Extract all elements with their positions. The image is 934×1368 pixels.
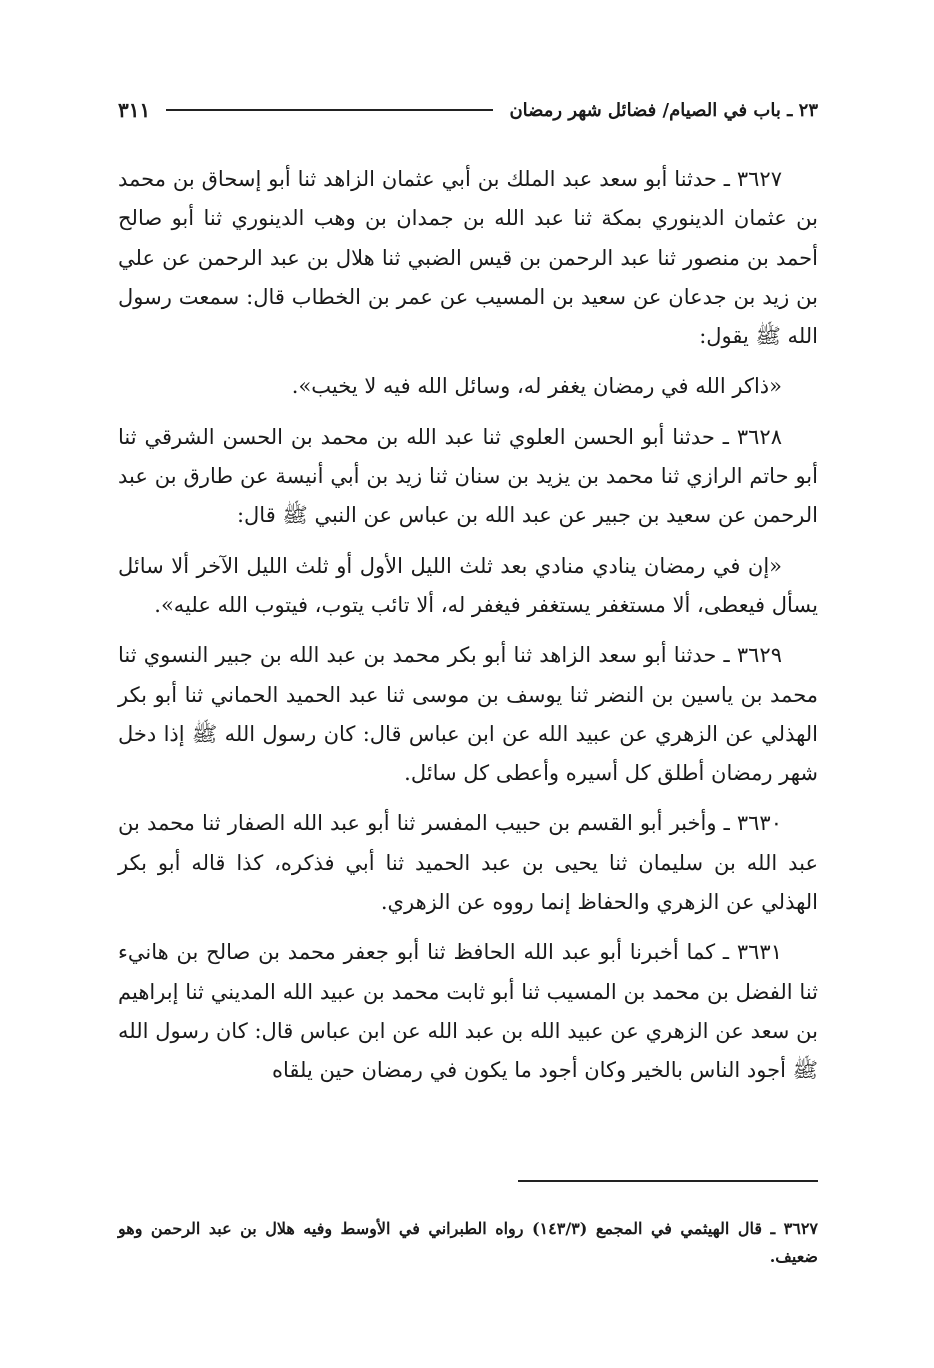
hadith-3628-matn: «إن في رمضان ينادي منادي بعد ثلث الليل الأول أو ثلث الليل الآخر ألا سائل يسأل فيعطى، ألا مستغفر يستغفر فيغفر له، ألا تائب يتوب، فيتوب الله عليه». xyxy=(118,553,818,617)
hadith-3628-isnad: ٣٦٢٨ ـ حدثنا أبو الحسن العلوي ثنا عبد الله بن محمد بن الحسن الشرقي ثنا أبو حاتم الرازي ثنا محمد بن يزيد بن سنان ثنا زيد بن أبي أنيسة عن طارق بن عبد الرحمن عن سعيد بن جبير عن عبد الله بن عباس عن النبي ﷺ قال: xyxy=(118,424,818,528)
hadith-3627-isnad: ٣٦٢٧ ـ حدثنا أبو سعد عبد الملك بن أبي عثمان الزاهد ثنا أبو إسحاق بن محمد بن عثمان الدينوري بمكة ثنا عبد الله بن جمدان بن وهب الدينوري ثنا أبو صالح أحمد بن منصور ثنا عبد الرحمن بن قيس الضبي ثنا هلال بن عبد الرحمن عن علي بن زيد بن جدعان عن سعيد بن المسيب عن عمر بن الخطاب قال: سمعت رسول الله ﷺ يقول: xyxy=(118,167,818,349)
footnote-divider xyxy=(518,1180,818,1182)
chapter-title: ٢٣ ـ باب في الصيام/ فضائل شهر رمضان xyxy=(509,99,818,121)
hadith-3631: ٣٦٣١ ـ كما أخبرنا أبو عبد الله الحافظ ثنا أبو جعفر محمد بن صالح بن هانيء ثنا الفضل بن محمد بن المسيب ثنا أبو ثابت محمد بن عبيد الله المديني ثنا إبراهيم بن سعد عن الزهري عن عبيد الله بن عبد الله عن ابن عباس قال: كان رسول الله ﷺ أجود الناس بالخير وكان أجود ما يكون في رمضان حين يلقاه xyxy=(118,940,818,1083)
running-header xyxy=(118,90,818,130)
header-rule xyxy=(166,109,493,111)
hadith-3627-matn: «ذاكر الله في رمضان يغفر له، وسائل الله فيه لا يخيب». xyxy=(291,374,782,399)
hadith-3630: ٣٦٣٠ ـ وأخبر أبو القسم بن حبيب المفسر ثنا أبو عبد الله الصفار ثنا محمد بن عبد الله بن سليمان ثنا يحيى بن عبد الحميد ثنا أبي فذكره، كذا قاله أبو بكر الهذلي عن الزهري والحفاظ إنما رووه عن الزهري. xyxy=(118,811,818,915)
main-text xyxy=(118,160,818,1091)
book-page xyxy=(118,90,818,1330)
page-number: ٣١١ xyxy=(118,98,151,122)
hadith-3629: ٣٦٢٩ ـ حدثنا أبو سعد الزاهد ثنا أبو بكر محمد بن عبد الله بن جبير النسوي ثنا محمد بن ياسين بن النضر ثنا يوسف بن موسى ثنا عبد الحميد الحماني ثنا أبو بكر الهذلي عن الزهري عن عبيد الله عن ابن عباس قال: كان رسول الله ﷺ إذا دخل شهر رمضان أطلق كل أسيره وأعطى كل سائل. xyxy=(118,643,818,786)
footnote: ٣٦٢٧ ـ قال الهيثمي في المجمع (١٤٣/٣) رواه الطبراني في الأوسط وفيه هلال بن عبد الرحمن وهو ضعيف. xyxy=(118,1219,818,1266)
